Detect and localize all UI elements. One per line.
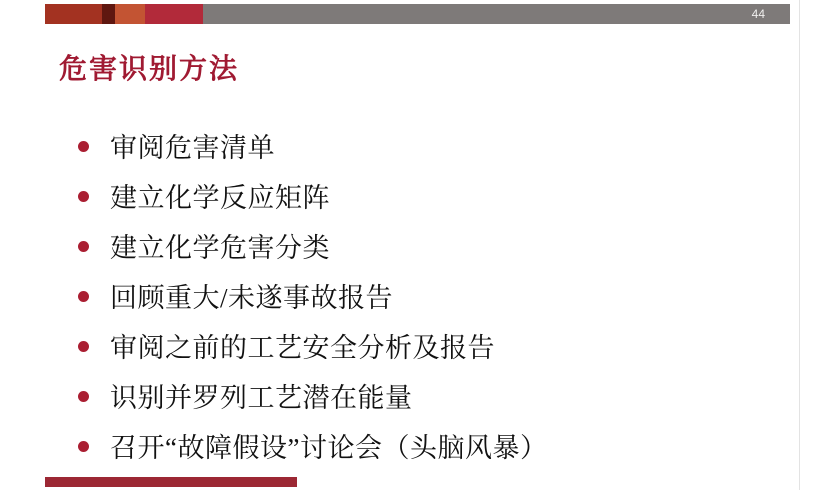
bullet-icon — [78, 141, 89, 152]
list-item — [78, 370, 547, 420]
bullet-list — [78, 120, 547, 470]
bullet-icon — [78, 191, 89, 202]
list-item — [78, 420, 547, 470]
list-item — [78, 170, 547, 220]
slide-title: 危害识别方法 — [59, 54, 240, 85]
list-item — [78, 320, 547, 370]
list-item-text: 回顾重大/未遂事故报告 — [110, 282, 394, 313]
bullet-icon — [78, 341, 89, 352]
list-item-text: 识别并罗列工艺潜在能量 — [110, 382, 413, 413]
list-item-text: 建立化学反应矩阵 — [110, 182, 330, 213]
page-number: 44 — [751, 7, 765, 21]
block-crimson — [145, 4, 203, 24]
block-orange — [115, 4, 145, 24]
bullet-icon — [78, 291, 89, 302]
block-dark-maroon — [102, 4, 115, 24]
list-item-text: 审阅危害清单 — [110, 132, 275, 163]
list-item — [78, 220, 547, 270]
bullet-icon — [78, 391, 89, 402]
list-item — [78, 120, 547, 170]
list-item — [78, 270, 547, 320]
header-strip — [45, 4, 790, 24]
header-gray-bar — [203, 4, 790, 24]
list-item-text: 召开“故障假设”讨论会（头脑风暴） — [110, 432, 548, 463]
list-item-text: 建立化学危害分类 — [110, 232, 330, 263]
bullet-icon — [78, 241, 89, 252]
bullet-icon — [78, 441, 89, 452]
slide-right-edge — [799, 0, 800, 490]
footer-accent-bar — [45, 477, 297, 487]
block-brick-red — [45, 4, 102, 24]
list-item-text: 审阅之前的工艺安全分析及报告 — [110, 332, 495, 363]
